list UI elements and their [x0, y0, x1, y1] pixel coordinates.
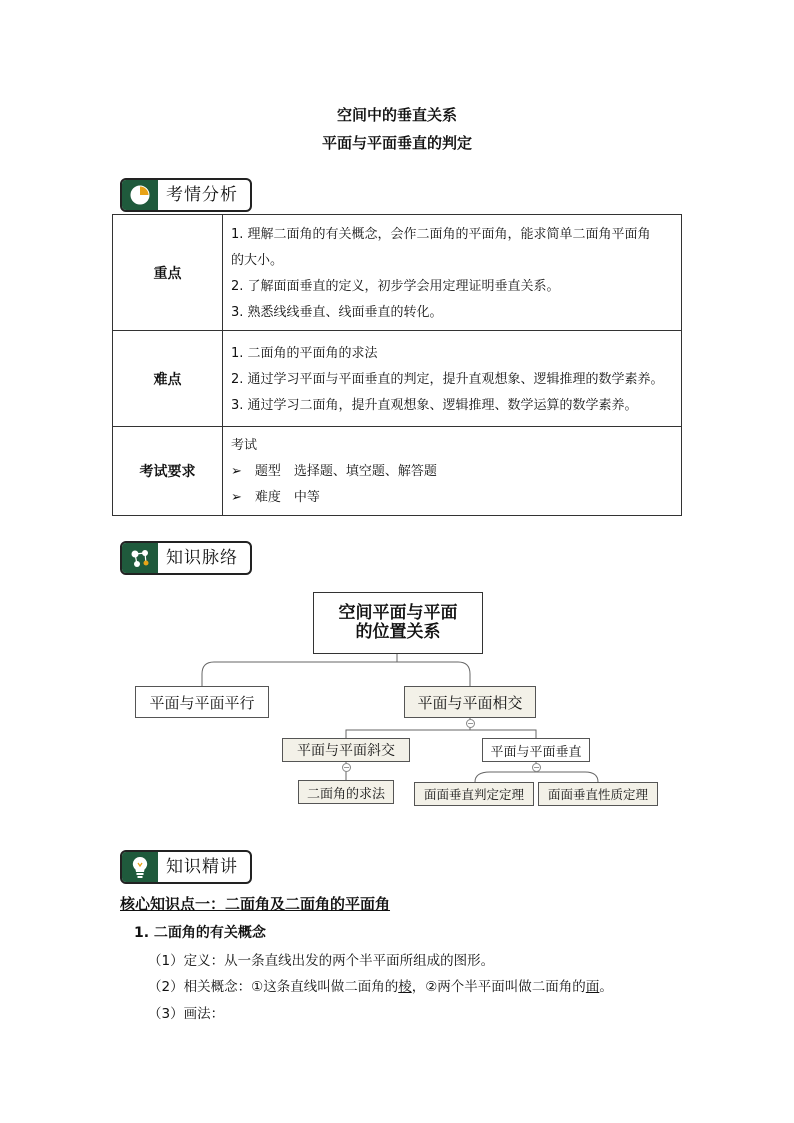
row-line: 3. 熟悉线线垂直、线面垂直的转化。 [231, 304, 443, 320]
collapse-toggle-icon[interactable]: − [343, 763, 350, 772]
collapse-toggle-icon[interactable]: − [467, 719, 474, 728]
mindmap-node-label: 二面角的求法 [306, 786, 385, 802]
page-title: 空间中的垂直关系 [336, 106, 457, 124]
mindmap-node-label: 平面与平面斜交 [297, 743, 395, 759]
text-span: （2）相关概念：①这条直线叫做二面角的 [148, 979, 399, 995]
row-line: 2. 了解面面垂直的定义，初步学会用定理证明垂直关系。 [231, 278, 560, 294]
mindmap-node-judgement-theorem [414, 782, 534, 806]
mindmap-root-text: 空间平面与平面 的位置关系 [338, 603, 458, 642]
section-label: 知识精讲 [166, 857, 238, 877]
page-subtitle: 平面与平面垂直的判定 [321, 134, 472, 152]
mindmap-node-property-theorem [538, 782, 658, 806]
row-line: 3. 通过学习二面角，提升直观想象、逻辑推理、数学运算的数学素养。 [231, 397, 638, 413]
collapse-toggle-icon[interactable]: − [533, 763, 540, 772]
mindmap-node-intersect [404, 686, 536, 718]
row-head: 难点 [113, 331, 223, 427]
mindmap-node-label: 平面与平面平行 [149, 693, 255, 712]
mindmap-node-label: 平面与平面垂直 [490, 744, 582, 760]
row-head: 重点 [113, 215, 223, 331]
row-line: ➢ 难度 中等 [231, 490, 320, 505]
lightbulb-icon [122, 852, 158, 882]
row-line: 1. 理解二面角的有关概念，会作二面角的平面角，能求简单二面角平面角 [231, 226, 651, 242]
mindmap-root [313, 592, 483, 654]
row-line: ➢ 题型 选择题、填空题、解答题 [231, 464, 437, 479]
text-span: ，②两个半平面叫做二面角的 [411, 979, 586, 995]
row-head: 考试要求 [113, 427, 223, 516]
mindmap-node-label: 面面垂直性质定理 [547, 787, 648, 802]
row-line: 2. 通过学习平面与平面垂直的判定，提升直观想象、逻辑推理的数学素养。 [231, 371, 664, 387]
row-line: 1. 二面角的平面角的求法 [231, 345, 378, 361]
section-label: 考情分析 [166, 185, 238, 205]
section-label: 知识脉络 [166, 548, 238, 568]
term-face: 面 [585, 979, 600, 995]
subheading: 1. 二面角的有关概念 [134, 925, 266, 941]
mindmap-node-dihedral-method [298, 780, 394, 804]
term-edge: 棱 [398, 979, 412, 995]
row-line: 的大小。 [231, 252, 284, 268]
section-tag-explain [120, 850, 252, 884]
mindmap-node-parallel [135, 686, 269, 718]
row-line: 考试 [231, 438, 258, 453]
paragraph-definition: （1）定义：从一条直线出发的两个半平面所组成的图形。 [148, 953, 495, 969]
text-span: 。 [599, 979, 613, 995]
paragraph-drawing: （3）画法： [148, 1006, 225, 1022]
paragraph-concepts [148, 975, 613, 995]
mindmap-node-label: 平面与平面相交 [417, 693, 523, 712]
mindmap-node-perpendicular [482, 738, 590, 762]
mindmap-node-label: 面面垂直判定定理 [423, 787, 524, 802]
mindmap-node-oblique [282, 738, 410, 762]
knowledge-point-heading: 核心知识点一：二面角及二面角的平面角 [120, 895, 391, 913]
